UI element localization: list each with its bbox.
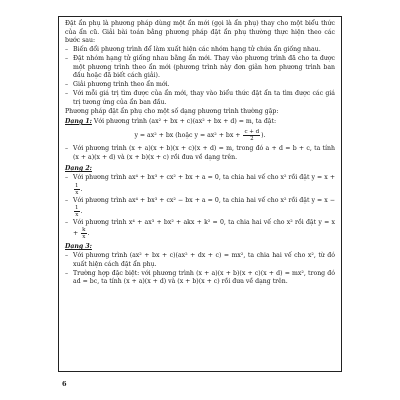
step-text: Với mỗi giá trị tìm được của ẩn mới, thay vào biểu thức đặt ẩn ta tìm được các giá trị tương ứng của ẩn ban đầu. (73, 90, 335, 106)
bullet-dash: – (65, 81, 69, 89)
case-2-heading: Dạng 2: (65, 165, 92, 173)
bullet-text-pre: Với phương trình x⁴ + ax³ + bx² + akx + k² = 0, ta chia hai vế cho x² rồi đặt y = x + (73, 218, 335, 238)
fraction (74, 205, 80, 218)
step-text: Đặt nhóm hạng tử giống nhau bằng ẩn mới. Thay vào phương trình đã cho ta được một phương trình theo ẩn mới (phương trình này đơn giản hơn phương trình ban đầu hoặc đã biết cách giải). (73, 55, 335, 80)
fraction (243, 129, 260, 142)
bullet-dash: – (65, 269, 69, 277)
fraction (81, 227, 86, 240)
fraction-denominator: x (75, 189, 79, 196)
case-3-bullet-text: Với phương trình (ax² + bx + c)(ax² + dx + c) = mx², ta chia hai vế cho x², từ đó xuất hiện cách đặt ẩn phụ. (73, 252, 335, 268)
fraction-numerator: 1 (75, 182, 79, 189)
case-1-formula (65, 129, 335, 142)
case-2-bullet-text (73, 197, 335, 219)
formula-post: ). (261, 132, 266, 140)
step-item (65, 81, 335, 90)
bullet-dash: – (65, 252, 69, 260)
case-1-heading: Dạng 1: (65, 117, 92, 125)
case-2-bullet (65, 197, 335, 219)
bullet-dash: – (65, 196, 69, 204)
bullet-text-pre: Với phương trình ax⁴ + bx³ + cx² − bx + a = 0, ta chia hai vế cho x² rồi đặt y = x − (73, 196, 335, 204)
fraction-numerator: 1 (75, 205, 79, 212)
fraction-denominator: 2 (250, 136, 254, 143)
case-1-line (65, 118, 335, 127)
step-text: Giải phương trình theo ẩn mới. (73, 81, 170, 89)
case-2-line (65, 165, 335, 174)
bullet-text-post: . (80, 208, 83, 216)
case-3-line (65, 243, 335, 252)
bullet-text-post: . (80, 185, 83, 193)
fraction-numerator: k (82, 227, 86, 234)
case-1-bullet-text: Với phương trình (x + a)(x + b)(x + c)(x + d) = m, trong đó a + d = b + c, ta tính (x + a)(x + d) và (x + b)(x + c) rồi đưa về dạng trên. (73, 145, 335, 161)
bullet-text-post: . (87, 230, 90, 238)
bullet-dash: – (65, 55, 69, 63)
formula-pre: y = ax² + bx (hoặc y = ax² + bx + (134, 132, 243, 140)
lead-paragraph: Phương pháp đặt ẩn phụ cho một số dạng phương trình thường gặp: (65, 108, 279, 116)
page-number: 6 (62, 380, 67, 388)
bullet-dash: – (65, 90, 69, 98)
bullet-dash: – (65, 46, 69, 54)
fraction-numerator: c + d (244, 129, 260, 136)
step-item (65, 90, 335, 107)
case-3-bullet (65, 270, 335, 287)
fraction (74, 183, 80, 196)
case-3-heading: Dạng 3: (65, 243, 92, 251)
fraction-denominator: x (75, 212, 79, 219)
case-2-bullet (65, 219, 335, 241)
bullet-text-pre: Với phương trình ax⁴ + bx³ + cx² + bx + a = 0, ta chia hai vế cho x² rồi đặt y = x + (73, 174, 335, 182)
case-1-text: Với phương trình (ax² + bx + c)(ax² + bx + d) = m, ta đặt: (91, 117, 277, 125)
intro-paragraph: Đặt ẩn phụ là phương pháp dùng một ẩn mới (gọi là ẩn phụ) thay cho một biểu thức của ẩn cũ. Giải bài toán bằng phương pháp đặt ẩn phụ thường thực hiện theo các bước sau: (65, 20, 335, 44)
fraction-denominator: x (82, 234, 86, 241)
case-2-bullet (65, 174, 335, 196)
case-3-bullet (65, 252, 335, 269)
step-item (65, 46, 335, 55)
case-2-bullet-text (73, 219, 335, 241)
bullet-dash: – (65, 174, 69, 182)
bullet-dash: – (65, 218, 69, 226)
page-content (58, 16, 342, 372)
case-1-bullet (65, 145, 335, 162)
case-2-bullet-text (73, 174, 335, 196)
bullet-dash: – (65, 145, 69, 153)
case-3-bullet-text: Trường hợp đặc biệt: với phương trình (x + a)(x + b)(x + c)(x + d) = mx², trong đó ad = bc, ta tính (x + a)(x + d) và (x + b)(x + c) rồi đưa về dạng trên. (73, 269, 335, 286)
step-text: Biến đổi phương trình để làm xuất hiện các nhóm hạng tử chứa ẩn giống nhau. (73, 46, 321, 54)
step-item (65, 55, 335, 81)
